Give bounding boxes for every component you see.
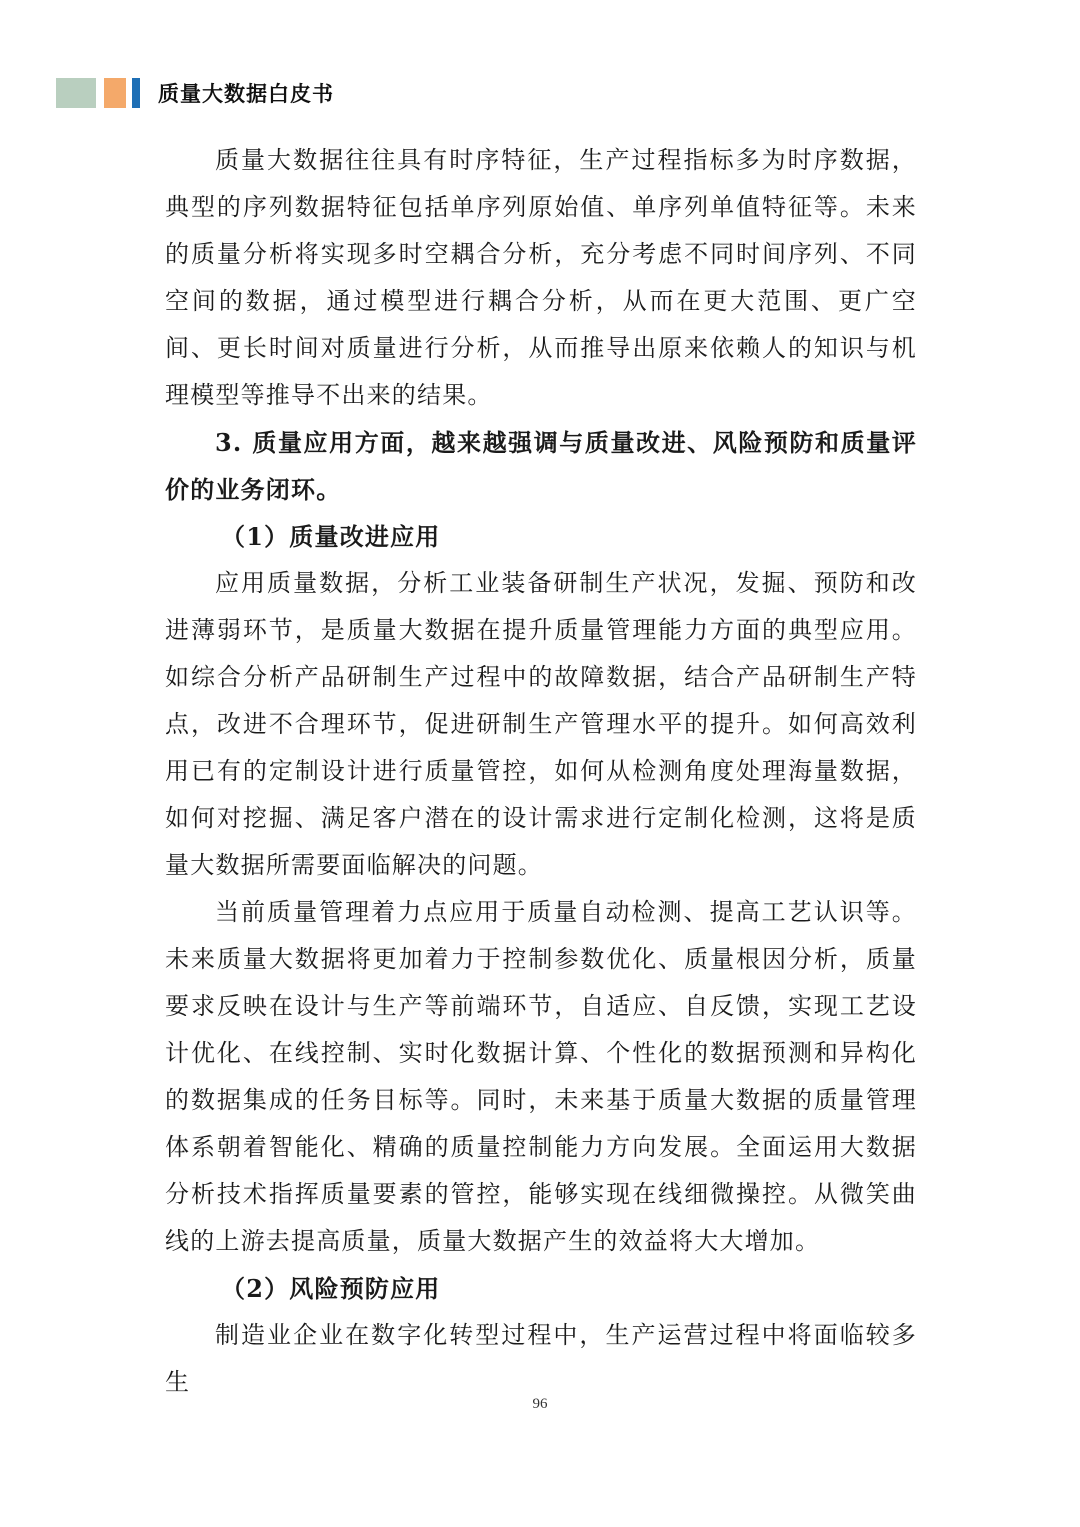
page-number: 96 <box>532 1396 548 1412</box>
subheading-quality-improvement: （1）质量改进应用 <box>221 522 441 551</box>
paragraph-risk-prevention: 制造业企业在数字化转型过程中，生产运营过程中将面临较多生 <box>165 1321 917 1396</box>
subheading-risk-prevention: （2）风险预防应用 <box>221 1274 441 1303</box>
document-title: 质量大数据白皮书 <box>158 82 334 106</box>
header-decor-orange-block <box>104 78 126 108</box>
header-decor-blue-block <box>132 78 140 108</box>
section-heading-3: 3. 质量应用方面，越来越强调与质量改进、风险预防和质量评价的业务闭环。 <box>165 428 917 504</box>
paragraph-quality-improvement: 应用质量数据，分析工业装备研制生产状况，发掘、预防和改进薄弱环节，是质量大数据在提升质量管理能力方面的典型应用。如综合分析产品研制生产过程中的故障数据，结合产品研制生产特点，改进不合理环节，促进研制生产管理水平的提升。如何高效利用已有的定制设计进行质量管控，如何从检测角度处理海量数据，如何对挖掘、满足客户潜在的设计需求进行定制化检测，这将是质量大数据所需要面临解决的问题。 <box>165 569 917 879</box>
paragraph-current-management: 当前质量管理着力点应用于质量自动检测、提高工艺认识等。未来质量大数据将更加着力于控制参数优化、质量根因分析，质量要求反映在设计与生产等前端环节，自适应、自反馈，实现工艺设计优化、在线控制、实时化数据计算、个性化的数据预测和异构化的数据集成的任务目标等。同时，未来基于质量大数据的质量管理体系朝着智能化、精确的质量控制能力方向发展。全面运用大数据分析技术指挥质量要素的管控，能够实现在线细微操控。从微笑曲线的上游去提高质量，质量大数据产生的效益将大大增加。 <box>165 898 917 1255</box>
page-body <box>165 137 917 1406</box>
paragraph-time-series: 质量大数据往往具有时序特征，生产过程指标多为时序数据，典型的序列数据特征包括单序列原始值、单序列单值特征等。未来的质量分析将实现多时空耦合分析，充分考虑不同时间序列、不同空间的数据，通过模型进行耦合分析，从而在更大范围、更广空间、更长时间对质量进行分析，从而推导出原来依赖人的知识与机理模型等推导不出来的结果。 <box>165 146 917 409</box>
header-decor-green-block <box>56 78 96 108</box>
page-header <box>56 78 334 108</box>
